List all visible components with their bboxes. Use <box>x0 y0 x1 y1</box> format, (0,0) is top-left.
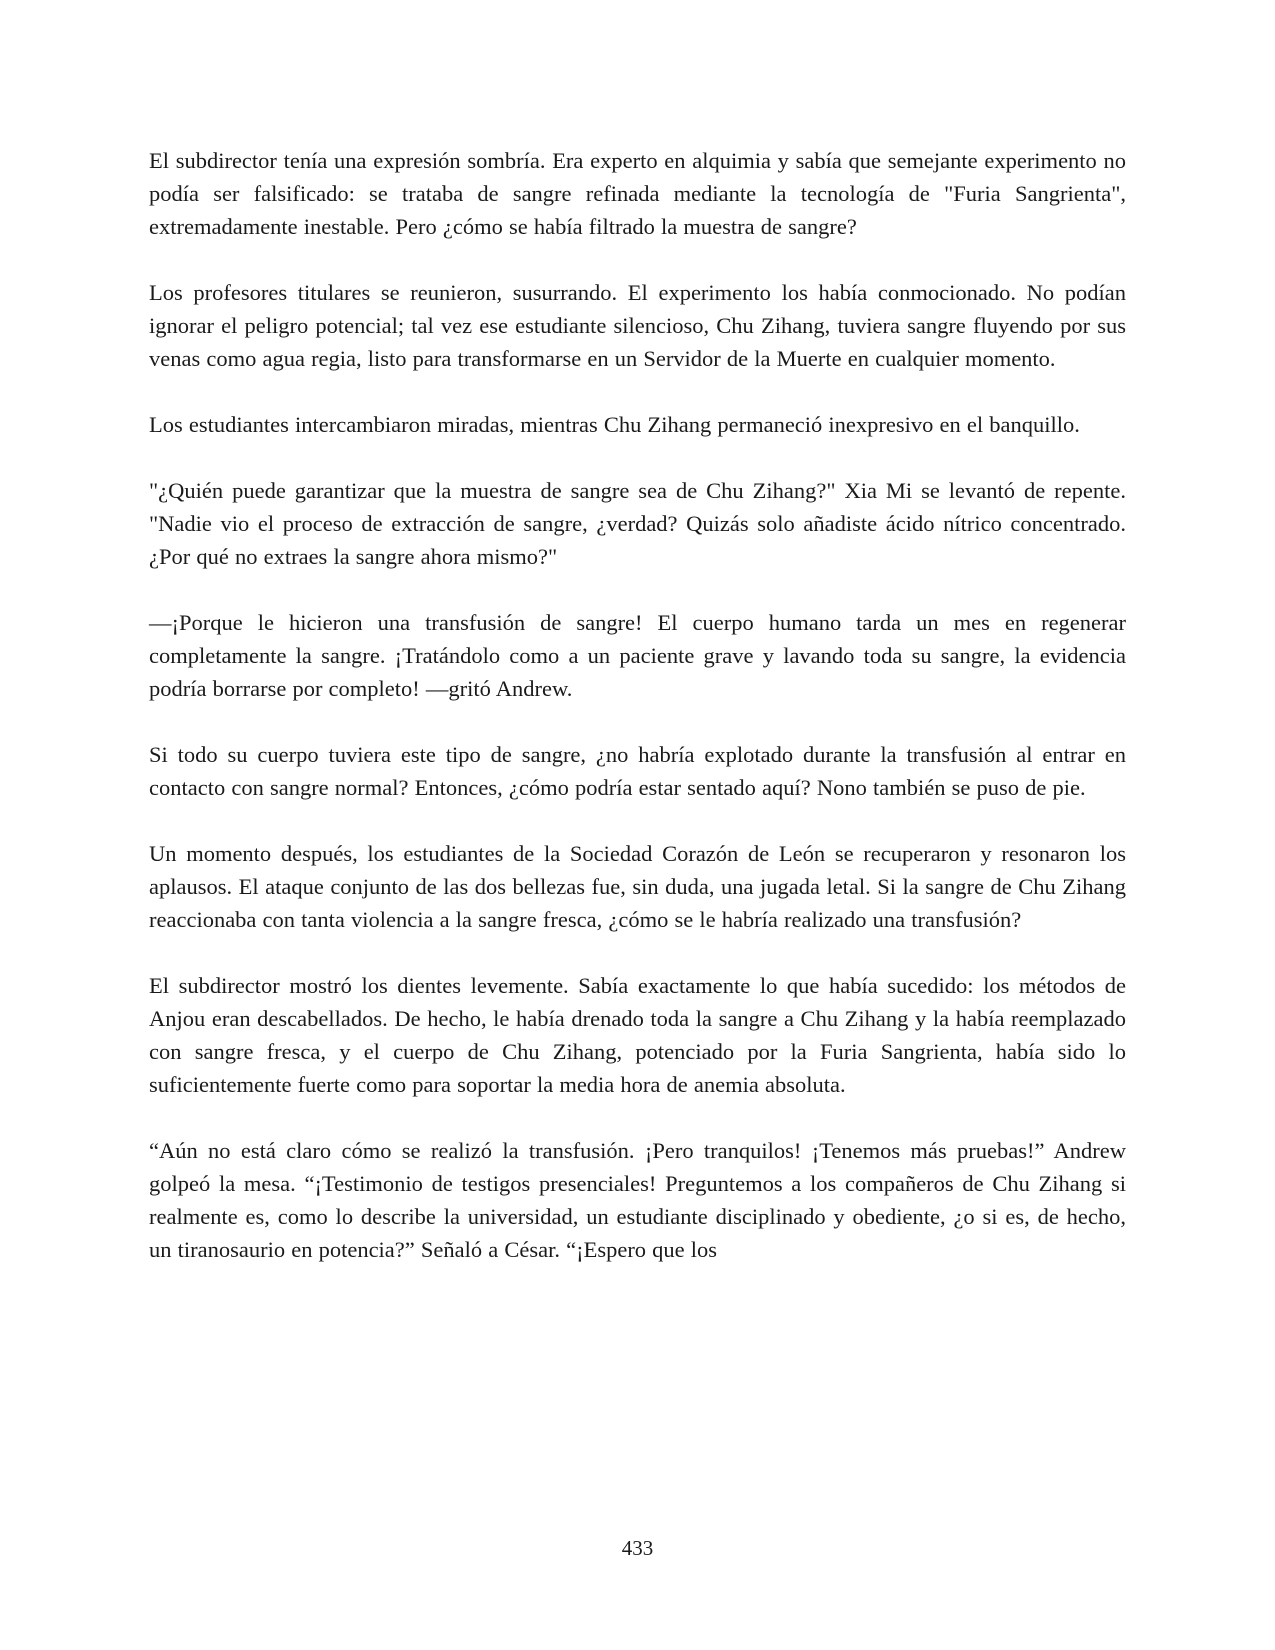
paragraph-6: Si todo su cuerpo tuviera este tipo de sangre, ¿no habría explotado durante la transfusión al entrar en contacto con sangre normal? Entonces, ¿cómo podría estar sentado aquí? Nono también se puso de pie. <box>149 742 1126 800</box>
paragraph-2: Los profesores titulares se reunieron, susurrando. El experimento los había conmocionado. No podían ignorar el peligro potencial; tal vez ese estudiante silencioso, Chu Zihang, tuviera sangre fluyendo por sus venas como agua regia, listo para transformarse en un Servidor de la Muerte en cualquier momento. <box>149 280 1126 371</box>
paragraph-4: "¿Quién puede garantizar que la muestra de sangre sea de Chu Zihang?" Xia Mi se levantó de repente. "Nadie vio el proceso de extracción de sangre, ¿verdad? Quizás solo añadiste ácido nítrico concentrado. ¿Por qué no extraes la sangre ahora mismo?" <box>149 478 1126 569</box>
paragraph-1: El subdirector tenía una expresión sombría. Era experto en alquimia y sabía que semejante experimento no podía ser falsificado: se trataba de sangre refinada mediante la tecnología de "Furia Sangrienta", extremadamente inestable. Pero ¿cómo se había filtrado la muestra de sangre? <box>149 148 1126 239</box>
paragraph-7: Un momento después, los estudiantes de la Sociedad Corazón de León se recuperaron y resonaron los aplausos. El ataque conjunto de las dos bellezas fue, sin duda, una jugada letal. Si la sangre de Chu Zihang reaccionaba con tanta violencia a la sangre fresca, ¿cómo se le habría realizado una transfusión? <box>149 841 1126 932</box>
paragraph-9: “Aún no está claro cómo se realizó la transfusión. ¡Pero tranquilos! ¡Tenemos más pruebas!” Andrew golpeó la mesa. “¡Testimonio de testigos presenciales! Preguntemos a los compañeros de Chu Zihang si realmente es, como lo describe la universidad, un estudiante disciplinado y obediente, ¿o si es, de hecho, un tiranosaurio en potencia?” Señaló a César. “¡Espero que los <box>149 1138 1126 1262</box>
paragraph-3: Los estudiantes intercambiaron miradas, mientras Chu Zihang permaneció inexpresivo en el banquillo. <box>149 412 1080 437</box>
page-number: 433 <box>621 1536 654 1560</box>
page-body <box>149 144 1126 1299</box>
paragraph-5: —¡Porque le hicieron una transfusión de sangre! El cuerpo humano tarda un mes en regenerar completamente la sangre. ¡Tratándolo como a un paciente grave y lavando toda su sangre, la evidencia podría borrarse por completo! —gritó Andrew. <box>149 610 1126 701</box>
paragraph-8: El subdirector mostró los dientes levemente. Sabía exactamente lo que había sucedido: los métodos de Anjou eran descabellados. De hecho, le había drenado toda la sangre a Chu Zihang y la había reemplazado con sangre fresca, y el cuerpo de Chu Zihang, potenciado por la Furia Sangrienta, había sido lo suficientemente fuerte como para soportar la media hora de anemia absoluta. <box>149 973 1126 1097</box>
